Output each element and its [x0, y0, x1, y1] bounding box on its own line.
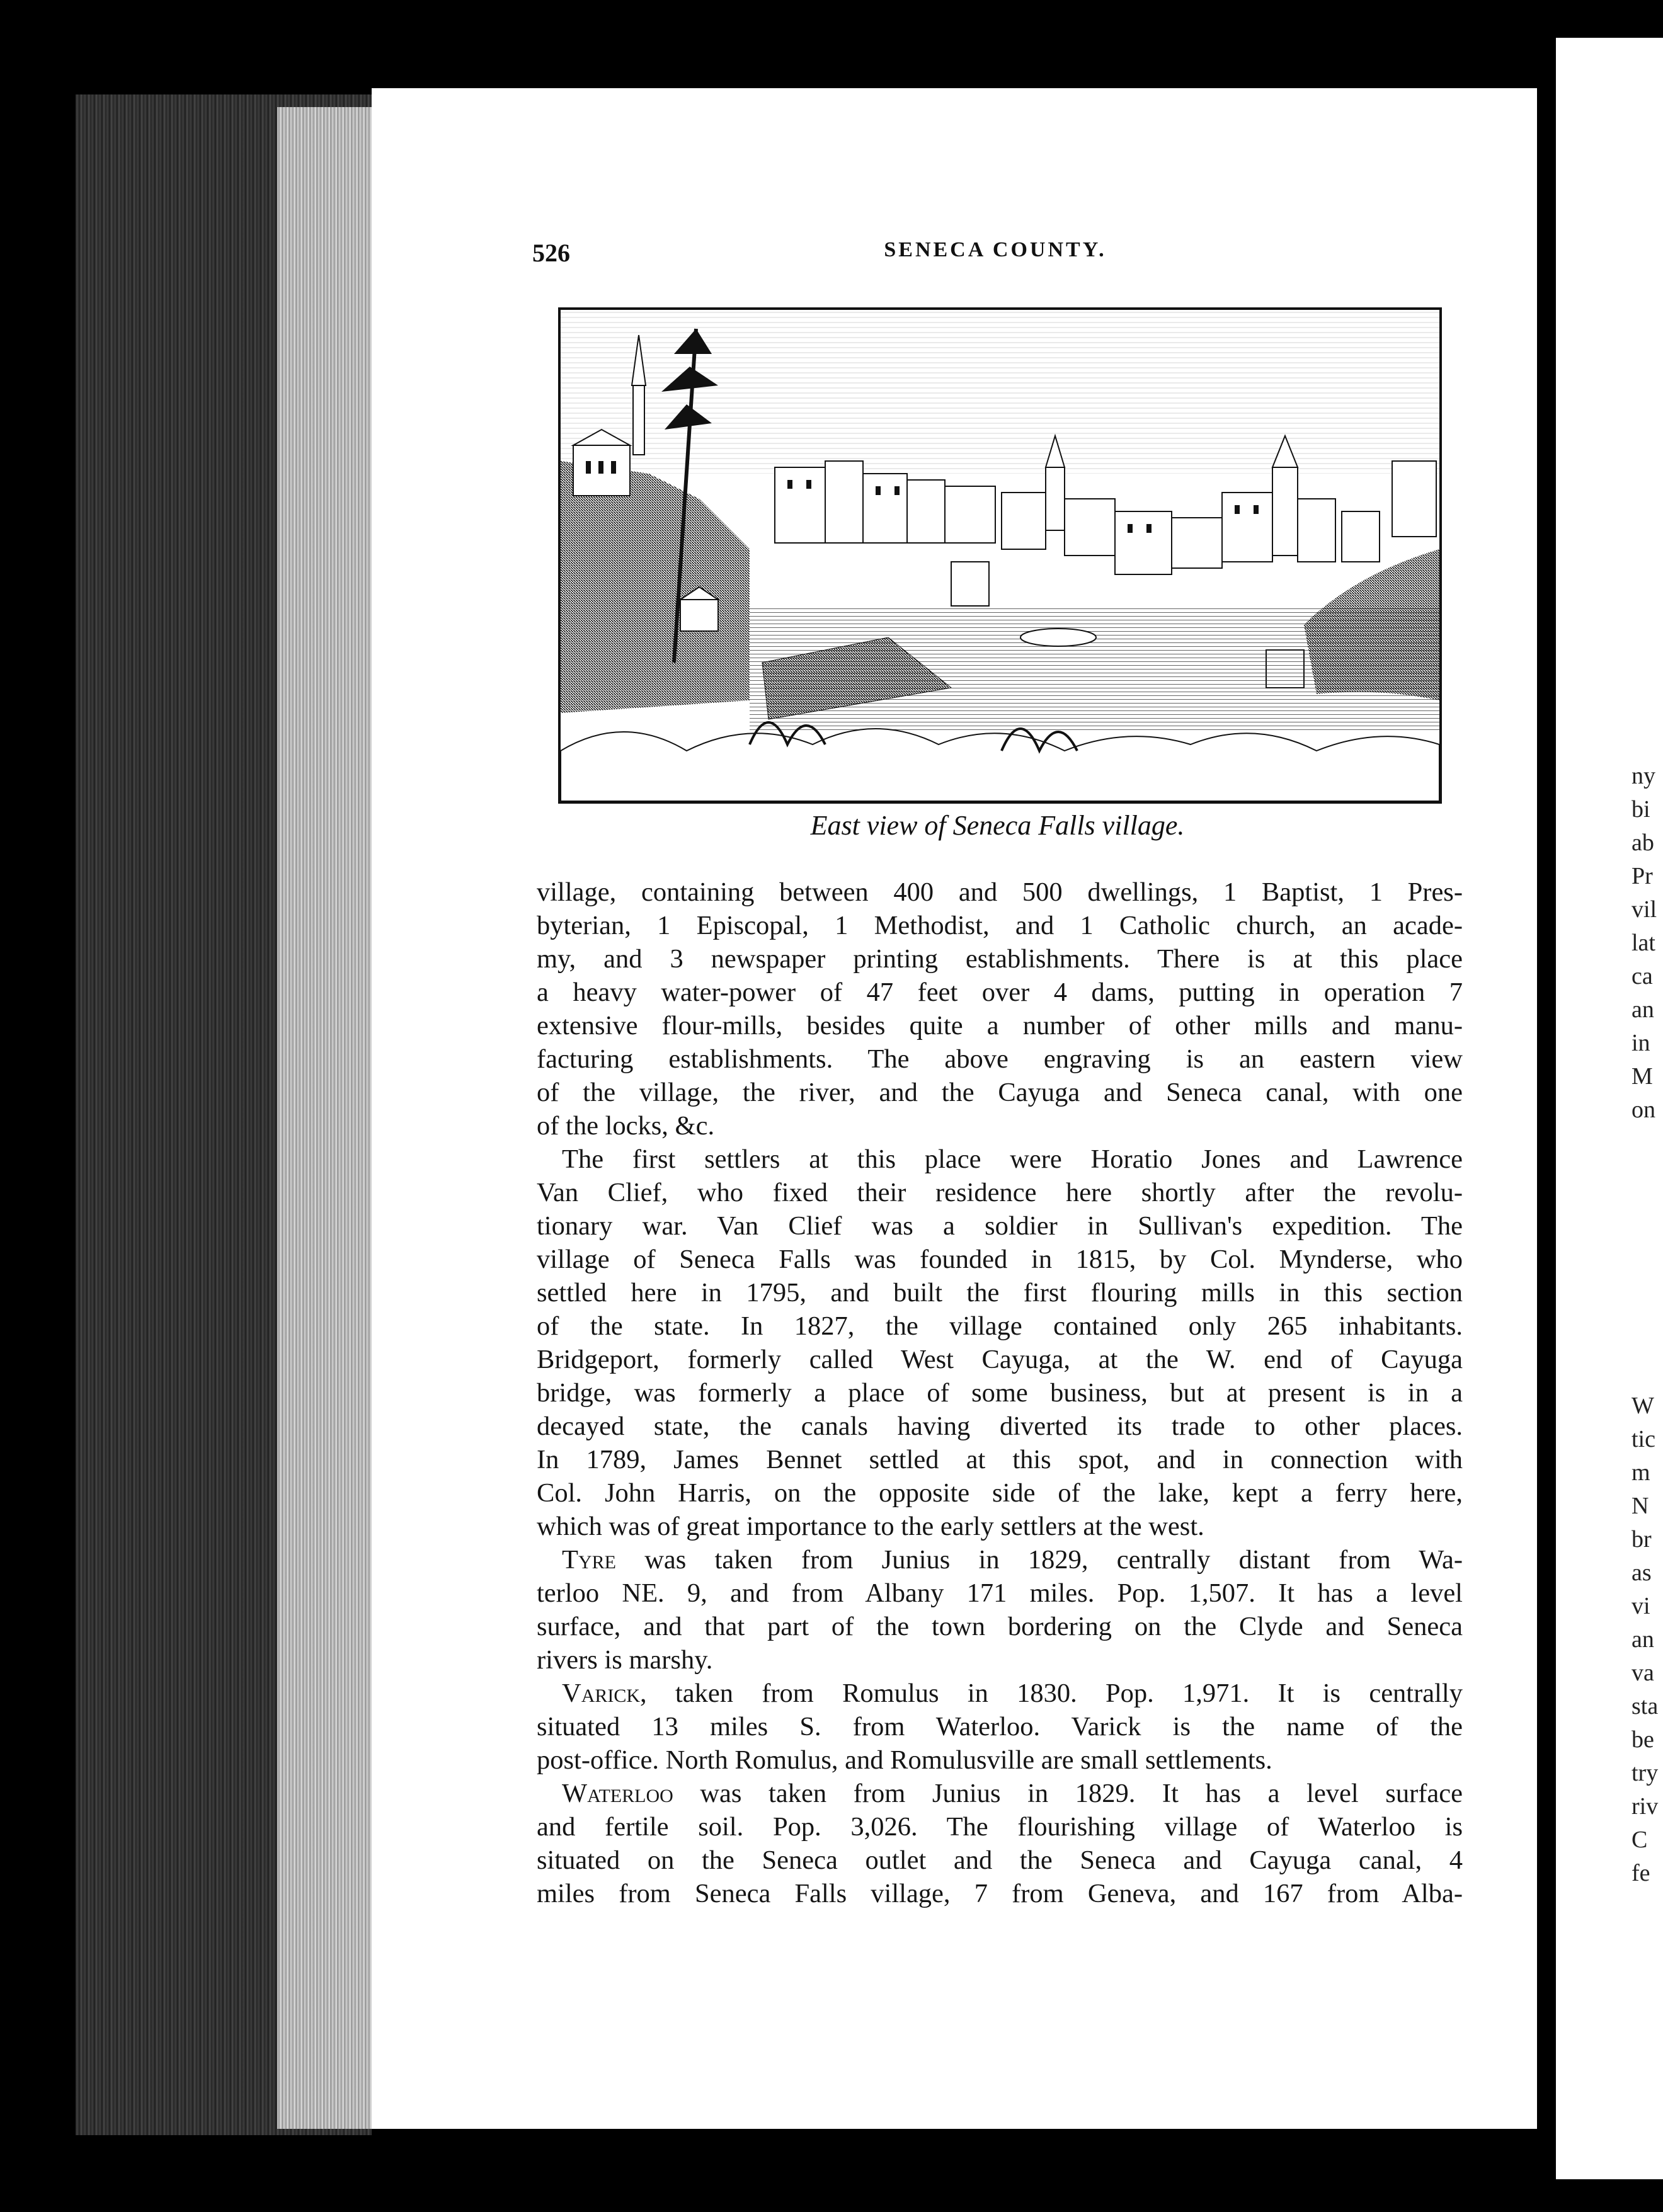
gutter — [1537, 63, 1556, 2160]
facing-page-fragment: N — [1632, 1493, 1649, 1519]
running-head — [532, 238, 1458, 270]
facing-page-fragment: va — [1632, 1660, 1654, 1686]
facing-page-fragment: fe — [1632, 1860, 1650, 1886]
entry-text: , taken from Romulus in 1830. Pop. 1,971. It is centrally — [640, 1679, 1463, 1708]
facing-page-fragment: try — [1632, 1760, 1659, 1786]
text-line: bridge, was formerly a place of some business, but at present is in a — [537, 1378, 1463, 1408]
text-line: tionary war. Van Clief was a soldier in Sullivan's expedition. The — [537, 1211, 1463, 1241]
text-line: The first settlers at this place were Horatio Jones and Lawrence — [562, 1144, 1463, 1174]
facing-page-fragment: ny — [1632, 763, 1655, 789]
text-line: village of Seneca Falls was founded in 1815, by Col. Mynderse, who — [537, 1245, 1463, 1274]
facing-page-fragment: an — [1632, 1626, 1654, 1653]
figure-caption: East view of Seneca Falls village. — [810, 810, 1185, 841]
facing-page-fragment: W — [1632, 1393, 1654, 1419]
facing-page-fragment: vil — [1632, 896, 1657, 923]
facing-page-fragment: ca — [1632, 963, 1653, 989]
entry-text: was taken from Junius in 1829. It has a level surface — [673, 1779, 1463, 1808]
text-line: post-office. North Romulus, and Romulusville are small settlements. — [537, 1745, 1272, 1775]
text-line: surface, and that part of the town bordering on the Clyde and Seneca — [537, 1612, 1463, 1641]
facing-page-fragment: m — [1632, 1459, 1650, 1486]
facing-page-fragment: M — [1632, 1063, 1653, 1090]
text-line: my, and 3 newspaper printing establishments. There is at this place — [537, 944, 1463, 974]
facing-page-fragment: riv — [1632, 1793, 1659, 1820]
facing-page-fragment: in — [1632, 1030, 1650, 1056]
text-line: settled here in 1795, and built the first flouring mills in this section — [537, 1278, 1463, 1308]
facing-page-fragment: be — [1632, 1726, 1654, 1753]
text-line: situated 13 miles S. from Waterloo. Varick is the name of the — [537, 1712, 1463, 1742]
text-line: byterian, 1 Episcopal, 1 Methodist, and 1 Catholic church, an acade- — [537, 911, 1463, 940]
facing-page — [1556, 38, 1663, 2179]
facing-page-fragment: tic — [1632, 1426, 1655, 1452]
engraving-illustration — [558, 307, 1442, 804]
facing-page-fragment: ab — [1632, 830, 1654, 856]
facing-page-fragment: as — [1632, 1559, 1652, 1586]
facing-page-fragment: br — [1632, 1526, 1652, 1553]
text-line: miles from Seneca Falls village, 7 from Geneva, and 167 from Alba- — [537, 1879, 1463, 1908]
facing-page-fragment: C — [1632, 1827, 1648, 1853]
text-line: and fertile soil. Pop. 3,026. The flourishing village of Waterloo is — [537, 1812, 1463, 1842]
running-title: SENECA COUNTY. — [884, 238, 1107, 261]
page-number: 526 — [532, 239, 570, 267]
text-line: extensive flour-mills, besides quite a number of other mills and manu- — [537, 1011, 1463, 1040]
facing-page-fragment: an — [1632, 996, 1654, 1023]
text-line: which was of great importance to the early settlers at the west. — [537, 1512, 1204, 1541]
page-edges — [277, 107, 378, 2129]
facing-page-fragment: Pr — [1632, 863, 1653, 889]
text-line: Van Clief, who fixed their residence here shortly after the revolu- — [537, 1178, 1463, 1207]
body-text — [537, 875, 1463, 1910]
text-line: Bridgeport, formerly called West Cayuga, at the W. end of Cayuga — [537, 1345, 1463, 1374]
text-line: of the locks, &c. — [537, 1111, 715, 1141]
entry-text: was taken from Junius in 1829, centrally distant from Wa- — [615, 1545, 1463, 1575]
facing-page-fragment: sta — [1632, 1693, 1659, 1719]
text-line: of the village, the river, and the Cayuga and Seneca canal, with one — [537, 1078, 1463, 1107]
text-line: of the state. In 1827, the village contained only 265 inhabitants. — [537, 1311, 1463, 1341]
text-line: village, containing between 400 and 500 dwellings, 1 Baptist, 1 Pres- — [537, 877, 1463, 907]
facing-page-fragment: on — [1632, 1097, 1655, 1123]
entry-name: Varick — [562, 1679, 641, 1708]
entry-tyre — [537, 1543, 1463, 1576]
facing-page-fragment: lat — [1632, 930, 1655, 956]
text-line: decayed state, the canals having diverted its trade to other places. — [537, 1411, 1463, 1441]
text-line: situated on the Seneca outlet and the Seneca and Cayuga canal, 4 — [537, 1845, 1463, 1875]
text-line: In 1789, James Bennet settled at this spot, and in connection with — [537, 1445, 1463, 1474]
facing-page-fragment: bi — [1632, 796, 1650, 823]
text-line: terloo NE. 9, and from Albany 171 miles. Pop. 1,507. It has a level — [537, 1578, 1463, 1608]
text-line: facturing establishments. The above engraving is an eastern view — [537, 1044, 1463, 1074]
text-line: a heavy water-power of 47 feet over 4 dams, putting in operation 7 — [537, 978, 1463, 1007]
entry-varick — [537, 1677, 1463, 1710]
entry-name: Waterloo — [562, 1779, 673, 1808]
text-line: Col. John Harris, on the opposite side of the lake, kept a ferry here, — [537, 1478, 1463, 1508]
entry-waterloo — [537, 1777, 1463, 1810]
entry-name: Tyre — [562, 1545, 616, 1575]
facing-page-fragment: vi — [1632, 1593, 1650, 1619]
text-line: rivers is marshy. — [537, 1645, 713, 1675]
